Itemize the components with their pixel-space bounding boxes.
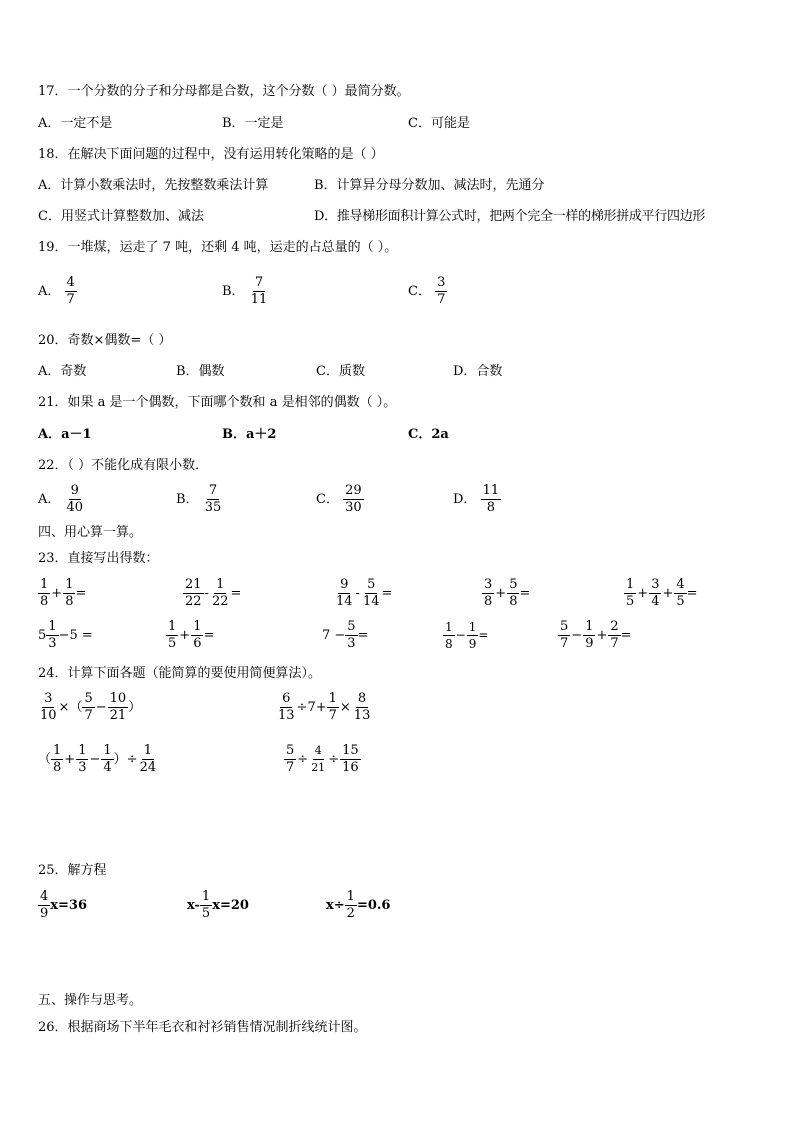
q21-stem: 21．如果 a 是一个偶数，下面哪个数和 a 是相邻的偶数（ ）。 xyxy=(38,395,397,410)
q20-stem: 20．奇数×偶数=（ ） xyxy=(38,333,172,348)
q25-equation-1: $\frac{4}{9}$ x=36 xyxy=(40,889,88,921)
option-label: B． xyxy=(222,284,245,299)
q18-option-a: A．计算小数乘法时，先按整数乘法计算 xyxy=(38,178,269,193)
q23-expr-2: $\frac{21}{22}$ - $\frac{1}{22}$ = xyxy=(185,577,242,609)
q23-expr-3: $\frac{9}{14}$ - $\frac{5}{14}$ = xyxy=(336,577,393,609)
q24-problem-2: $\frac{6}{13}$ ÷7+ $\frac{1}{7}$ × $\frac{8}{13}$ xyxy=(278,691,371,723)
q17-option-b: B．一定是 xyxy=(222,116,284,131)
fraction: $\frac{9}{40}$ xyxy=(66,483,84,515)
option-label: D． xyxy=(453,492,477,507)
q24-problem-1: $\frac{3}{10}$ ×（ $\frac{5}{7}$ − $\frac{10}{21}$ ） xyxy=(40,691,142,723)
q25-equation-2: x- $\frac{1}{5}$ x=20 xyxy=(187,889,249,921)
q18-option-d: D．推导梯形面积计算公式时，把两个完全一样的梯形拼成平行四边形 xyxy=(314,209,706,224)
q23-expr-7: $\frac{1}{5}$ + $\frac{1}{6}$ = xyxy=(168,619,215,651)
q23-stem: 23．直接写出得数： xyxy=(38,551,159,566)
section-5-heading: 五、操作与思考。 xyxy=(38,993,143,1008)
q23-expr-6: 5 $\frac{1}{3}$ −5 = xyxy=(38,619,93,651)
fraction: $\frac{7}{35}$ xyxy=(204,483,222,515)
q19-option-a xyxy=(38,276,77,307)
q22-option-b xyxy=(176,484,223,515)
fraction: $\frac{11}{8}$ xyxy=(482,483,500,515)
q23-expr-10: $\frac{5}{7}$ − $\frac{1}{9}$ + $\frac{2}{7}$ = xyxy=(560,619,632,651)
q18-stem: 18．在解决下面问题的过程中，没有运用转化策略的是（ ） xyxy=(38,147,384,162)
q19-option-b xyxy=(222,276,269,307)
q22-stem: 22．（ ）不能化成有限小数． xyxy=(38,458,209,473)
q23-expr-8: 7 − $\frac{5}{3}$ = xyxy=(322,619,369,651)
q22-option-d xyxy=(453,484,501,515)
q19-option-c xyxy=(408,276,447,307)
q22-option-a xyxy=(38,484,85,515)
q17-option-a: A．一定不是 xyxy=(38,116,113,131)
q24-problem-3: （ $\frac{1}{8}$ + $\frac{1}{3}$ − $\frac{1}{4}$ ）÷ $\frac{1}{24}$ xyxy=(38,743,157,775)
q17-stem: 17．一个分数的分子和分母都是合数，这个分数（ ）最简分数。 xyxy=(38,84,410,99)
q18-option-c: C．用竖式计算整数加、减法 xyxy=(38,209,204,224)
q26-stem: 26．根据商场下半年毛衣和衬衫销售情况制折线统计图。 xyxy=(38,1020,367,1035)
q20-option-a: A．奇数 xyxy=(38,364,87,379)
q25-equation-3: x÷ $\frac{1}{2}$ =0.6 xyxy=(326,889,391,921)
q21-option-b: B．a＋2 xyxy=(222,427,277,442)
section-4-heading: 四、用心算一算。 xyxy=(38,525,143,540)
q23-expr-9: $\frac{1}{8}$ − $\frac{1}{9}$ = xyxy=(445,620,489,651)
q20-option-b: B．偶数 xyxy=(176,364,225,379)
q25-stem: 25．解方程 xyxy=(38,863,107,878)
q21-option-c: C．2a xyxy=(408,427,449,442)
q17-option-c: C．可能是 xyxy=(408,116,470,131)
q22-option-c xyxy=(316,484,364,515)
q24-stem: 24．计算下面各题（能简算的要使用简便算法）。 xyxy=(38,666,322,681)
q18-option-b: B．计算异分母分数加、减法时，先通分 xyxy=(314,178,545,193)
option-label: A． xyxy=(38,284,61,299)
q20-option-c: C．质数 xyxy=(316,364,365,379)
option-label: A． xyxy=(38,492,61,507)
fraction: $\frac{3}{7}$ xyxy=(437,275,446,307)
option-label: C． xyxy=(408,284,431,299)
q23-expr-4: $\frac{3}{8}$ + $\frac{5}{8}$ = xyxy=(484,577,531,609)
fraction: $\frac{7}{11}$ xyxy=(250,275,268,307)
q19-stem: 19．一堆煤，运走了 7 吨，还剩 4 吨，运走的占总量的（ ）。 xyxy=(38,240,398,255)
fraction: $\frac{4}{7}$ xyxy=(66,275,75,307)
q23-expr-5: $\frac{1}{5}$ + $\frac{3}{4}$ + $\frac{4}{5}$ = xyxy=(626,577,698,609)
q24-problem-4: $\frac{5}{7}$ ÷ $\frac{4}{21}$ ÷ $\frac{15}{16}$ xyxy=(286,743,359,775)
option-label: C． xyxy=(316,492,339,507)
option-label: B． xyxy=(176,492,199,507)
q21-option-a: A．a－1 xyxy=(38,427,92,442)
q23-expr-1: $\frac{1}{8}$ + $\frac{1}{8}$ = xyxy=(40,577,87,609)
q20-option-d: D．合数 xyxy=(453,364,503,379)
fraction: $\frac{29}{30}$ xyxy=(345,483,362,515)
